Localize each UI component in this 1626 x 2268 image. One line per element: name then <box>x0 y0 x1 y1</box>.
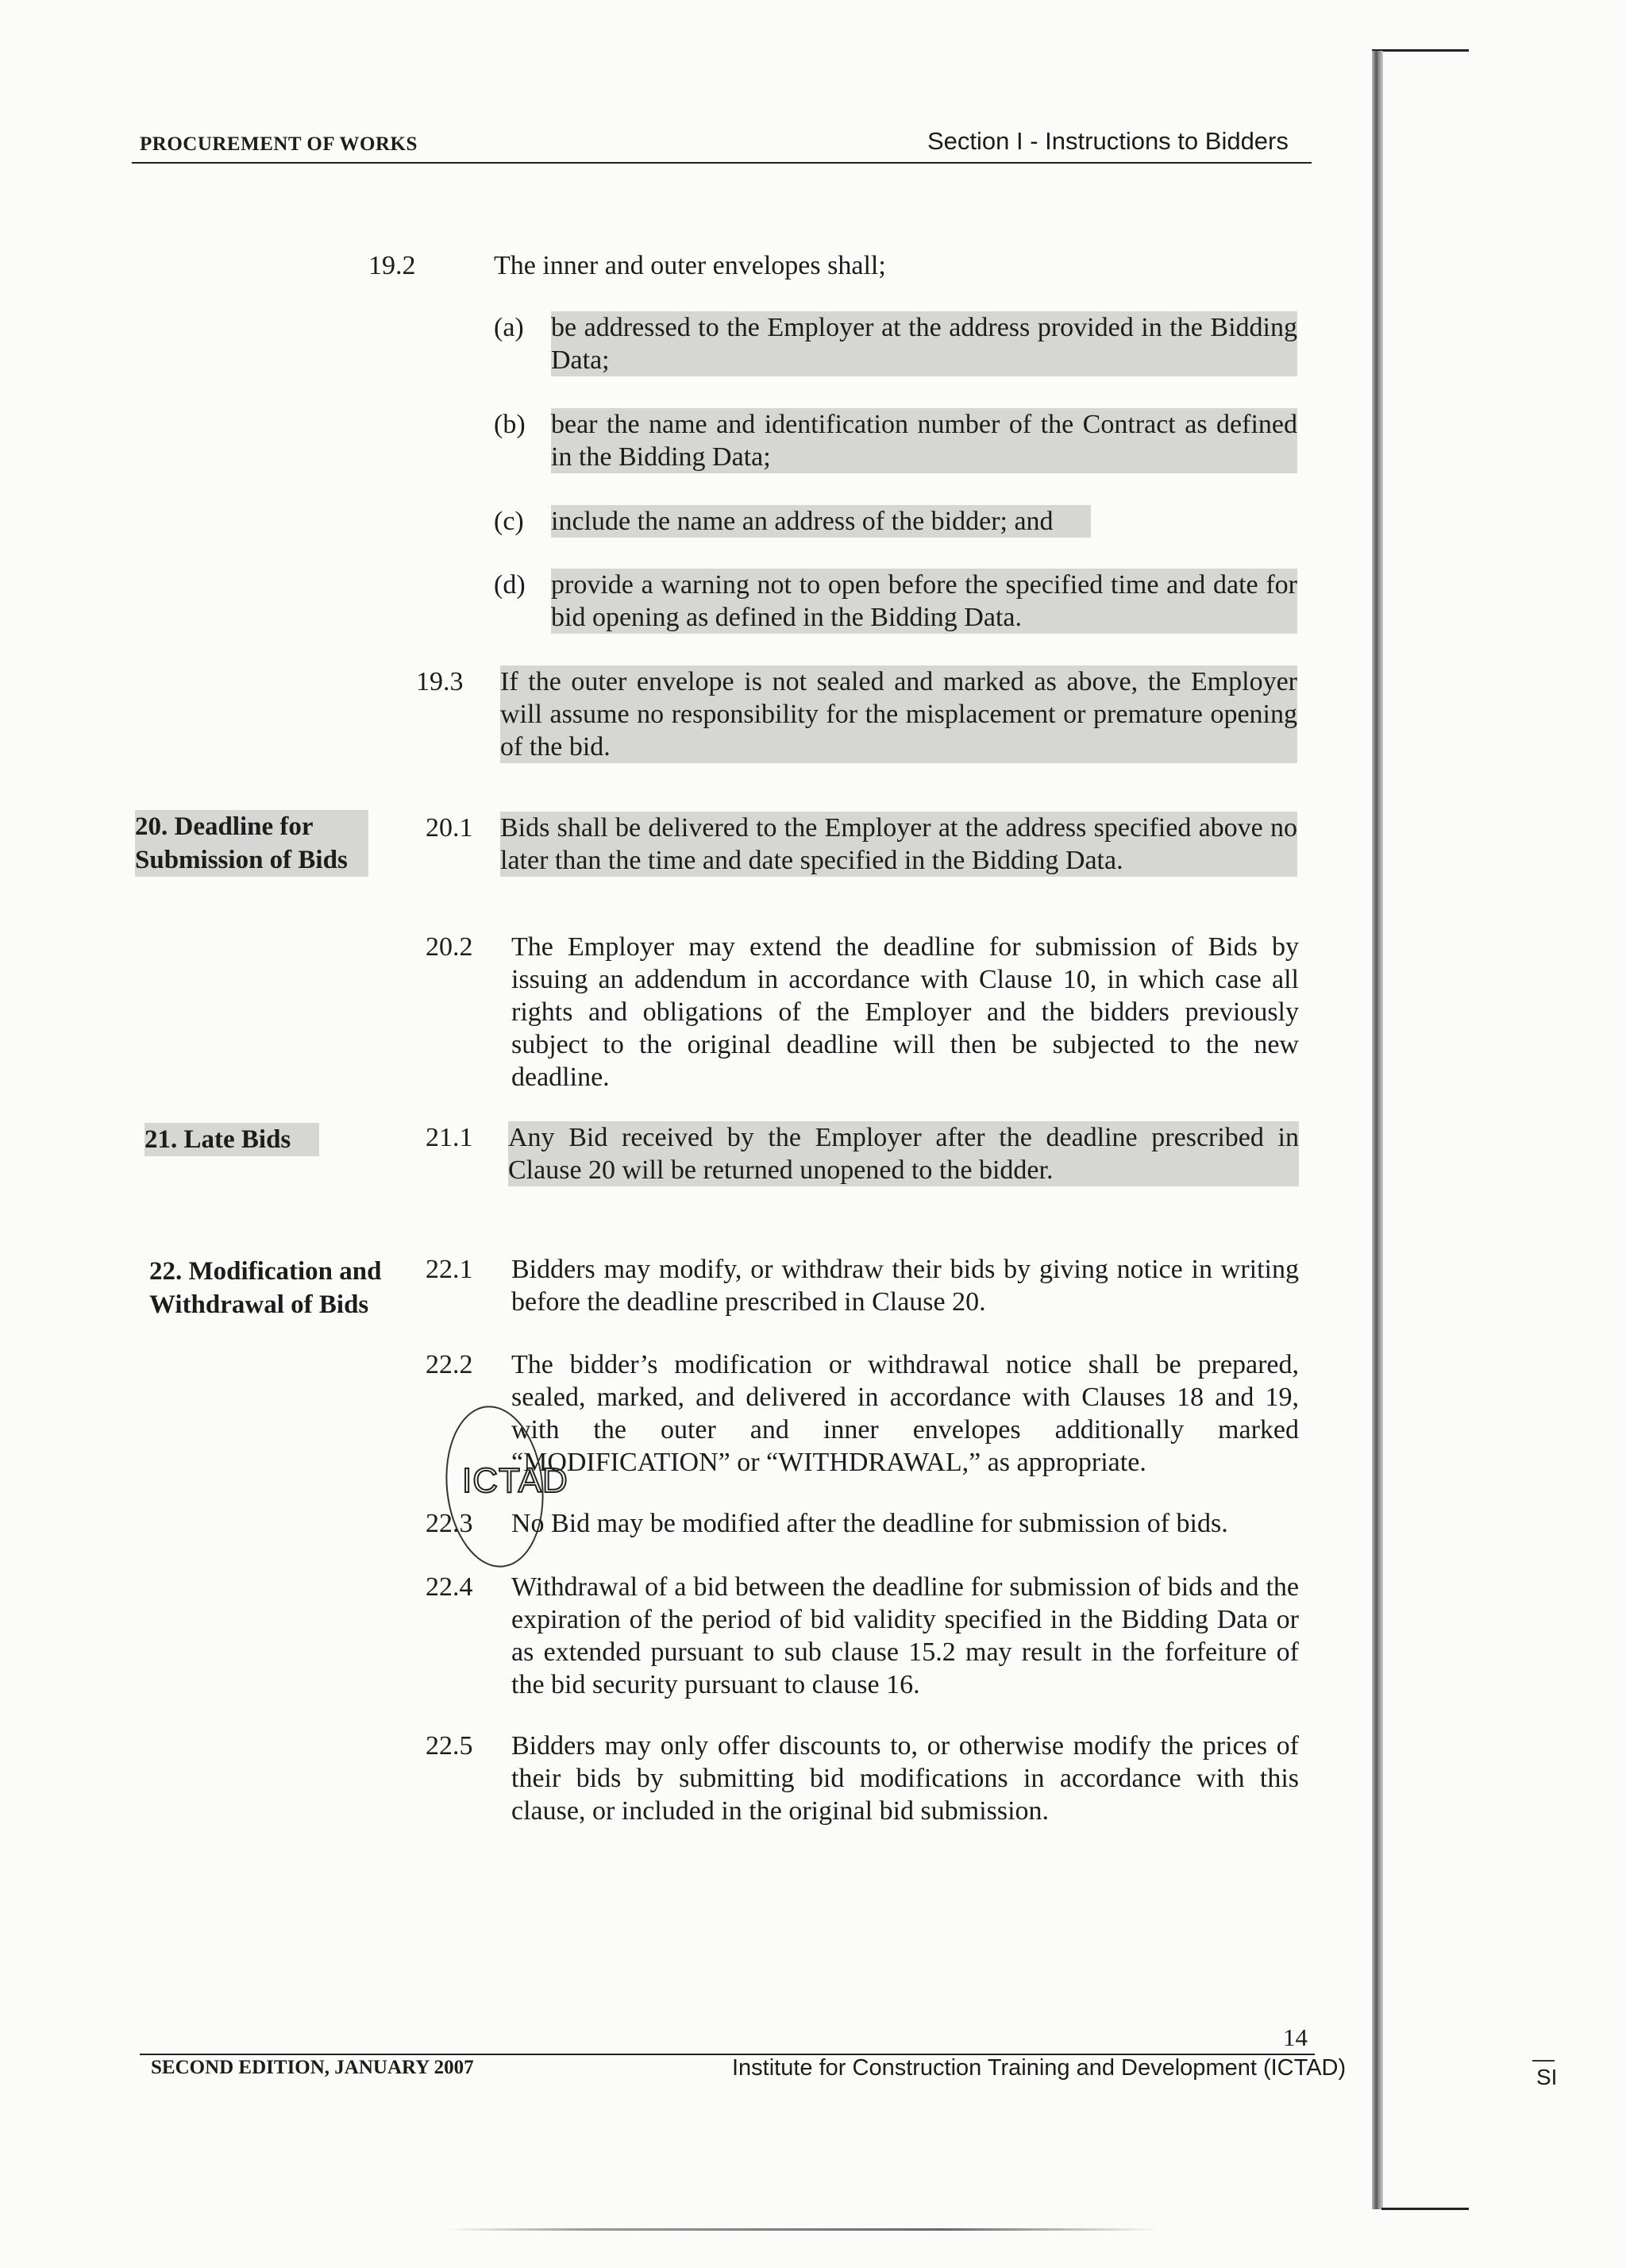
list-item-text: be addressed to the Employer at the address provided in the Bidding Data; <box>551 313 1297 375</box>
clause-number: 22.3 <box>426 1509 473 1538</box>
side-heading-number: 20. <box>135 812 168 841</box>
side-heading-text: Late Bids <box>183 1125 291 1154</box>
footer-edition: SECOND EDITION, JANUARY 2007 <box>151 2057 474 2078</box>
clause-text: If the outer envelope is not sealed and marked as above, the Employer will assume no responsibility for the misplacement or premature opening of the bid. <box>500 667 1297 762</box>
clause-number: 22.2 <box>426 1350 473 1379</box>
list-item-text: include the name an address of the bidder; and <box>551 505 1091 538</box>
header-rule <box>132 162 1312 164</box>
list-marker: (b) <box>494 410 526 439</box>
list-marker: (c) <box>494 507 524 536</box>
clause-text: Withdrawal of a bid between the deadline for submission of bids and the expiration of the period of bid validity specified in the Bidding Data or as extended pursuant to sub clause 15.2 may result in the forfeiture of the bid security pursuant to clause 16. <box>511 1572 1299 1699</box>
running-header-right: Section I - Instructions to Bidders <box>927 127 1289 155</box>
side-heading-text: Modification and Withdrawal of Bids <box>149 1257 382 1319</box>
edge-mark: SI <box>1536 2065 1558 2089</box>
side-heading-number: 22. <box>149 1257 183 1286</box>
list-item-text: provide a warning not to open before the specified time and date for bid opening as defined in the Bidding Data. <box>551 570 1297 632</box>
clause-text: Bidders may only offer discounts to, or otherwise modify the prices of their bids by submitting bid modifications in accordance with this clause, or included in the original bid submission. <box>511 1731 1299 1826</box>
clause-number: 20.1 <box>426 813 473 843</box>
clause-text: No Bid may be modified after the deadline for submission of bids. <box>511 1509 1228 1538</box>
footer-publisher: Institute for Construction Training and Development (ICTAD) <box>732 2055 1347 2081</box>
side-heading-text: Deadline for Submission of Bids <box>135 812 348 874</box>
scan-edge-bar <box>1372 51 1383 2209</box>
scan-frame-top <box>1372 49 1469 52</box>
clause-number: 19.3 <box>416 667 464 696</box>
scan-frame-bottom <box>1381 2208 1469 2210</box>
running-header-left: PROCUREMENT OF WORKS <box>140 133 418 155</box>
clause-number: 19.2 <box>368 251 416 280</box>
clause-number: 21.1 <box>426 1123 473 1152</box>
side-heading-21 <box>144 1123 319 1156</box>
scan-smudge <box>445 2228 1159 2231</box>
list-item-text: bear the name and identification number of the Contract as defined in the Bidding Data; <box>551 410 1297 472</box>
page-number: 14 <box>1283 2023 1308 2051</box>
clause-text: The Employer may extend the deadline for submission of Bids by issuing an addendum in accordance with Clause 10, in which case all rights and obligations of the Employer and the bidders previously subject to the original deadline will then be subjected to the new deadline. <box>511 932 1299 1092</box>
list-marker: (d) <box>494 570 526 600</box>
list-marker: (a) <box>494 313 524 342</box>
side-heading-20 <box>135 810 368 877</box>
side-heading-number: 21. <box>144 1125 178 1154</box>
clause-text: The inner and outer envelopes shall; <box>494 251 886 280</box>
edge-mark-overline <box>1532 2060 1555 2062</box>
clause-number: 20.2 <box>426 932 473 962</box>
clause-number: 22.4 <box>426 1572 473 1602</box>
clause-text: Bidders may modify, or withdraw their bids by giving notice in writing before the deadline prescribed in Clause 20. <box>511 1255 1299 1317</box>
clause-number: 22.1 <box>426 1255 473 1284</box>
clause-text: Any Bid received by the Employer after the deadline prescribed in Clause 20 will be returned unopened to the bidder. <box>508 1123 1299 1185</box>
side-heading-22 <box>149 1255 411 1321</box>
ictad-stamp-text: ICTAD <box>462 1461 568 1500</box>
clause-text: The bidder’s modification or withdrawal notice shall be prepared, sealed, marked, and delivered in accordance with Clauses 18 and 19, with the outer and inner envelopes additionally marked “MODIFICATION” or “WITHDRAWAL,” as appropriate. <box>511 1350 1299 1477</box>
clause-number: 22.5 <box>426 1731 473 1761</box>
clause-text: Bids shall be delivered to the Employer at the address specified above no later than the time and date specified in the Bidding Data. <box>500 813 1297 875</box>
